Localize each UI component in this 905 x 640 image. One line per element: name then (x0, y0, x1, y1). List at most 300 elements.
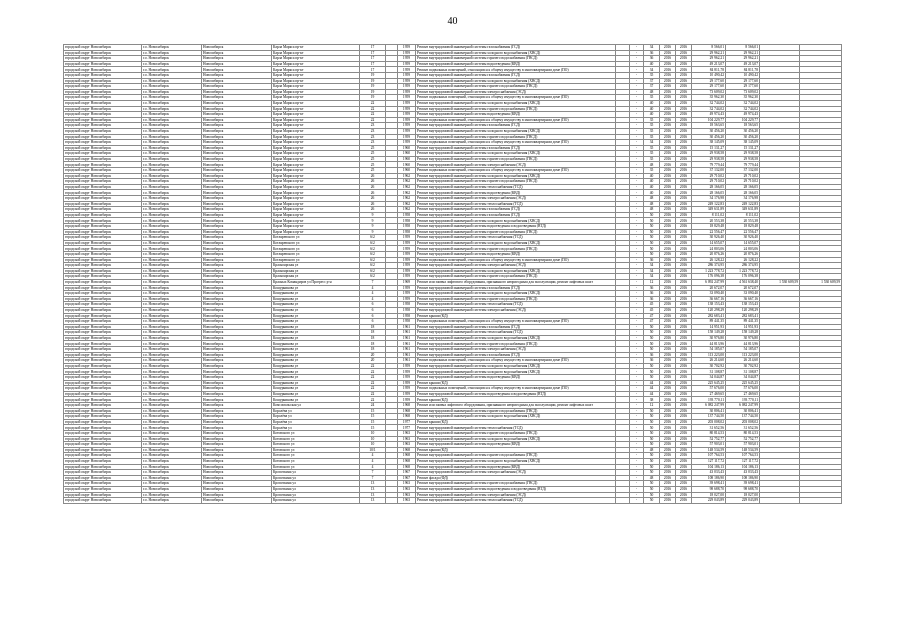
built-year-cell: 1969 (398, 279, 416, 285)
total-cost-cell: 104 229,77 (692, 117, 726, 123)
house-number-cell: 6 (360, 313, 386, 319)
dash-cell: - (630, 251, 644, 257)
district-cell: г.о. Новосибирск (142, 492, 202, 498)
fund-cost-cell: 49 974,43 (726, 112, 760, 118)
municipality-cell: городской округ Новосибирск (64, 67, 142, 73)
end-year-cell: 2016 (676, 140, 692, 146)
dash-cell: - (630, 369, 644, 375)
dash-cell: - (630, 184, 644, 190)
share-cell: 50 (644, 341, 660, 347)
share-cell: 34 (644, 268, 660, 274)
district-cell: г.о. Новосибирск (142, 335, 202, 341)
built-year-cell: 1959 (398, 240, 416, 246)
dash-cell: - (630, 307, 644, 313)
built-year-cell: 1959 (398, 369, 416, 375)
municipality-cell: городской округ Новосибирск (64, 442, 142, 448)
total-cost-cell: 30 702,92 (692, 363, 726, 369)
share-cell: 50 (644, 498, 660, 504)
share-cell: 36 (644, 50, 660, 56)
end-year-cell: 2016 (676, 486, 692, 492)
total-cost-cell: 29 962,21 (692, 50, 726, 56)
end-year-cell: 2016 (676, 184, 692, 190)
fund-cost-cell: 286 374,95 (726, 263, 760, 269)
house-number-cell: 6 (360, 319, 386, 325)
locality-cell: Новосибирск (202, 235, 272, 241)
end-year-cell: 2016 (676, 117, 692, 123)
built-year-cell: 1959 (398, 296, 416, 302)
fund-cost-cell: 27 469,65 (726, 391, 760, 397)
fund-cost-cell: 29 710,02 (726, 173, 760, 179)
district-cell: г.о. Новосибирск (142, 168, 202, 174)
house-number-cell: 26 (360, 190, 386, 196)
district-cell: г.о. Новосибирск (142, 498, 202, 504)
fund-cost-cell: 14 655,07 (726, 240, 760, 246)
start-year-cell: 2016 (660, 56, 676, 62)
street-cell: Котовского ул (272, 464, 360, 470)
built-year-cell: 1977 (398, 419, 416, 425)
work-type-cell: Ремонт внутридомовой инженерной системы водоотведения (КВД) (416, 112, 616, 118)
municipality-cell: городской округ Новосибирск (64, 128, 142, 134)
municipality-cell: городской округ Новосибирск (64, 140, 142, 146)
dash-cell: - (630, 50, 644, 56)
work-type-cell: Ремонт внутридомовой инженерной системы горячего водоснабжения (ГВСД) (416, 408, 616, 414)
dash-cell: - (630, 229, 644, 235)
end-year-cell: 2016 (676, 95, 692, 101)
work-type-cell: Ремонт внутридомовой инженерной системы электроснабжения (ЭСД) (416, 492, 616, 498)
total-cost-cell: 18 027,00 (692, 492, 726, 498)
fund-cost-cell: 37 132,00 (726, 168, 760, 174)
district-cell: г.о. Новосибирск (142, 285, 202, 291)
fund-cost-cell: 29 177,60 (726, 78, 760, 84)
district-cell: г.о. Новосибирск (142, 201, 202, 207)
total-cost-cell: 225 645,25 (692, 380, 726, 386)
share-cell: 50 (644, 419, 660, 425)
start-year-cell: 2016 (660, 425, 676, 431)
share-cell: 34 (644, 45, 660, 51)
work-type-cell: Ремонт внутридомовой инженерной системы горячего водоснабжения (ГВСД) (416, 134, 616, 140)
total-cost-cell: 282 683,41 (692, 313, 726, 319)
fund-cost-cell: 104 186,13 (726, 464, 760, 470)
locality-cell: Новосибирск (202, 397, 272, 403)
total-cost-cell: 34 176,98 (692, 196, 726, 202)
dash-cell: - (630, 430, 644, 436)
share-cell: 50 (644, 251, 660, 257)
start-year-cell: 2016 (660, 430, 676, 436)
end-year-cell: 2016 (676, 78, 692, 84)
work-type-cell: Ремонт крыши (КД) (416, 419, 616, 425)
district-cell: г.о. Новосибирск (142, 363, 202, 369)
dash-cell: - (630, 212, 644, 218)
work-type-cell: Ремонт внутридомовой инженерной системы холодного водоснабжения (ХВСД) (416, 335, 616, 341)
municipality-cell: городской округ Новосибирск (64, 425, 142, 431)
locality-cell: Новосибирск (202, 201, 272, 207)
end-year-cell: 2016 (676, 352, 692, 358)
dash-cell: - (630, 173, 644, 179)
district-cell: г.о. Новосибирск (142, 84, 202, 90)
house-number-cell: 26 (360, 207, 386, 213)
street-cell: Королёва ул (272, 414, 360, 420)
total-cost-cell: 34 044,87 (692, 375, 726, 381)
district-cell: г.о. Новосибирск (142, 179, 202, 185)
built-year-cell: 1977 (398, 425, 416, 431)
house-number-cell: 22 (360, 117, 386, 123)
start-year-cell: 2016 (660, 151, 676, 157)
share-cell: 36 (644, 291, 660, 297)
total-cost-cell: 29 177,60 (692, 78, 726, 84)
district-cell: г.о. Новосибирск (142, 207, 202, 213)
locality-cell: Новосибирск (202, 45, 272, 51)
work-type-cell: Ремонт подвальных помещений, относящихся к общему имуществу в многоквартирном доме (ПО) (416, 257, 616, 263)
built-year-cell: 1958 (398, 229, 416, 235)
share-cell: 50 (644, 240, 660, 246)
work-type-cell: Ремонт внутридомовой инженерной системы теплоснабжения (ТСД) (416, 498, 616, 504)
dash-cell: - (630, 100, 644, 106)
built-year-cell: 1959 (398, 67, 416, 73)
street-cell: Карла Маркса пр-кт (272, 140, 360, 146)
end-year-cell: 2016 (676, 419, 692, 425)
work-type-cell: Ремонт внутридомовой инженерной системы водоотведения (КВД) (416, 61, 616, 67)
end-year-cell: 2016 (676, 151, 692, 157)
total-cost-cell: 8 566,01 (692, 45, 726, 51)
built-year-cell: 1962 (398, 184, 416, 190)
total-cost-cell: 98 688,70 (692, 486, 726, 492)
dash-cell: - (630, 352, 644, 358)
dash-cell: - (630, 218, 644, 224)
district-cell: г.о. Новосибирск (142, 78, 202, 84)
total-cost-cell: 49 974,43 (692, 112, 726, 118)
street-cell: Королёва ул (272, 425, 360, 431)
dash-cell: - (630, 358, 644, 364)
total-cost-cell: 79 779,44 (692, 162, 726, 168)
work-type-cell: Ремонт внутридомовой инженерной системы холодного водоснабжения (ХВСД) (416, 240, 616, 246)
work-type-cell: Ремонт внутридомовой инженерной системы электроснабжения (ЭСД) (416, 470, 616, 476)
fund-cost-cell: 29 962,21 (726, 56, 760, 62)
built-year-cell: 1960 (398, 168, 416, 174)
house-number-cell: 22 (360, 369, 386, 375)
district-cell: г.о. Новосибирск (142, 45, 202, 51)
locality-cell: Новосибирск (202, 173, 272, 179)
total-cost-cell: 14 951,93 (692, 324, 726, 330)
district-cell: г.о. Новосибирск (142, 330, 202, 336)
dash-cell: - (630, 475, 644, 481)
house-number-cell: 10 (360, 430, 386, 436)
fund-cost-cell: 10 490,42 (726, 72, 760, 78)
built-year-cell: 1959 (398, 112, 416, 118)
end-year-cell: 2016 (676, 56, 692, 62)
municipality-cell: городской округ Новосибирск (64, 391, 142, 397)
end-year-cell: 2016 (676, 453, 692, 459)
total-cost-cell: 24 803,06 (692, 246, 726, 252)
built-year-cell: 1959 (398, 246, 416, 252)
house-number-cell: 25 (360, 145, 386, 151)
street-cell: Кошурникова ул (272, 330, 360, 336)
municipality-cell: городской округ Новосибирск (64, 162, 142, 168)
built-year-cell: 1959 (398, 95, 416, 101)
locality-cell: Новосибирск (202, 313, 272, 319)
house-number-cell: 20 (360, 358, 386, 364)
end-year-cell: 2016 (676, 358, 692, 364)
house-number-cell: 26 (360, 196, 386, 202)
municipality-cell: городской округ Новосибирск (64, 313, 142, 319)
municipality-cell: городской округ Новосибирск (64, 352, 142, 358)
start-year-cell: 2016 (660, 319, 676, 325)
district-cell: г.о. Новосибирск (142, 291, 202, 297)
fund-cost-cell: 29 938,58 (726, 151, 760, 157)
house-number-cell: 20 (360, 352, 386, 358)
capital-repair-table (63, 44, 842, 504)
fund-cost-cell: 15 131,27 (726, 145, 760, 151)
house-number-cell: 19 (360, 78, 386, 84)
start-year-cell: 2016 (660, 140, 676, 146)
house-number-cell: 18 (360, 330, 386, 336)
total-cost-cell: 28 166,05 (692, 190, 726, 196)
share-cell: 50 (644, 453, 660, 459)
start-year-cell: 2016 (660, 380, 676, 386)
locality-cell: Новосибирск (202, 112, 272, 118)
district-cell: г.о. Новосибирск (142, 100, 202, 106)
end-year-cell: 2016 (676, 291, 692, 297)
dash-cell: - (630, 319, 644, 325)
dash-cell: - (630, 486, 644, 492)
street-cell: Кропоткина ул (272, 481, 360, 487)
street-cell: Котовского ул (272, 453, 360, 459)
municipality-cell: городской округ Новосибирск (64, 251, 142, 257)
work-type-cell: Ремонт внутридомовой инженерной системы холодного водоснабжения (ХВСД) (416, 218, 616, 224)
locality-cell: Новосибирск (202, 347, 272, 353)
total-cost-cell: 176 096,38 (692, 274, 726, 280)
district-cell: г.о. Новосибирск (142, 375, 202, 381)
built-year-cell: 1968 (398, 458, 416, 464)
share-cell: 50 (644, 442, 660, 448)
share-cell: 50 (644, 229, 660, 235)
municipality-cell: городской округ Новосибирск (64, 263, 142, 269)
work-type-cell: Ремонт подвальных помещений, относящихся к общему имуществу в многоквартирном доме (ПО) (416, 319, 616, 325)
share-cell: 50 (644, 330, 660, 336)
street-cell: Кошурникова ул (272, 291, 360, 297)
start-year-cell: 2016 (660, 100, 676, 106)
built-year-cell: 1962 (398, 173, 416, 179)
total-cost-cell: 138 153,43 (692, 302, 726, 308)
locality-cell: Новосибирск (202, 419, 272, 425)
street-cell: Кошурникова ул (272, 335, 360, 341)
house-number-cell: 10/1 (360, 447, 386, 453)
street-cell: Карла Маркса пр-кт (272, 179, 360, 185)
total-cost-cell: 29 177,60 (692, 84, 726, 90)
district-cell: г.о. Новосибирск (142, 173, 202, 179)
start-year-cell: 2016 (660, 134, 676, 140)
end-year-cell: 2016 (676, 201, 692, 207)
work-type-cell: Ремонт внутридомовой инженерной системы холодного водоснабжения (ХВСД) (416, 151, 616, 157)
street-cell: Карла Маркса пр-кт (272, 106, 360, 112)
share-cell: 50 (644, 486, 660, 492)
share-cell: 34 (644, 67, 660, 73)
locality-cell: Новосибирск (202, 134, 272, 140)
locality-cell: Новосибирск (202, 274, 272, 280)
district-cell: г.о. Новосибирск (142, 112, 202, 118)
total-cost-cell: 158 149,28 (692, 330, 726, 336)
built-year-cell: 1959 (398, 140, 416, 146)
house-number-cell: 19 (360, 84, 386, 90)
street-cell: Кошурникова ул (272, 375, 360, 381)
work-type-cell: Ремонт внутридомовой инженерной системы газоснабжения (ГСД) (416, 72, 616, 78)
dash-cell: - (630, 179, 644, 185)
district-cell: г.о. Новосибирск (142, 324, 202, 330)
end-year-cell: 2016 (676, 324, 692, 330)
house-number-cell: 17 (360, 45, 386, 51)
total-cost-cell: 29 938,58 (692, 151, 726, 157)
street-cell: Кошурникова ул (272, 352, 360, 358)
fund-cost-cell: 57 903,01 (726, 442, 760, 448)
start-year-cell: 2016 (660, 72, 676, 78)
end-year-cell: 2016 (676, 397, 692, 403)
start-year-cell: 2016 (660, 263, 676, 269)
total-cost-cell: 6 092 247,99 (692, 279, 726, 285)
start-year-cell: 2016 (660, 453, 676, 459)
fund-cost-cell: 33 090,40 (726, 291, 760, 297)
district-cell: г.о. Новосибирск (142, 251, 202, 257)
share-cell: 50 (644, 408, 660, 414)
fund-cost-cell: 31 652,56 (726, 425, 760, 431)
locality-cell: Новосибирск (202, 442, 272, 448)
municipality-cell: городской округ Новосибирск (64, 224, 142, 230)
end-year-cell: 2016 (676, 240, 692, 246)
locality-cell: Новосибирск (202, 453, 272, 459)
district-cell: г.о. Новосибирск (142, 240, 202, 246)
total-cost-cell: 127 117,72 (692, 458, 726, 464)
street-cell: Кропоткина ул (272, 486, 360, 492)
municipality-cell: городской округ Новосибирск (64, 112, 142, 118)
total-cost-cell: 73 609,02 (692, 89, 726, 95)
street-cell: Карла Маркса пр-кт (272, 117, 360, 123)
municipality-cell: городской округ Новосибирск (64, 89, 142, 95)
house-number-cell: 18 (360, 341, 386, 347)
street-cell: Кошурникова ул (272, 313, 360, 319)
district-cell: г.о. Новосибирск (142, 475, 202, 481)
dash-cell: - (630, 458, 644, 464)
street-cell: Красных Командиров ул Прогресс р-н (272, 279, 360, 285)
built-year-cell: 1959 (398, 291, 416, 297)
total-cost-cell: 104 186,13 (692, 464, 726, 470)
end-year-cell: 2016 (676, 475, 692, 481)
total-cost-cell: 8 111,02 (692, 212, 726, 218)
start-year-cell: 2016 (660, 481, 676, 487)
dash-cell: - (630, 84, 644, 90)
built-year-cell: 1959 (398, 106, 416, 112)
built-year-cell: 1963 (398, 486, 416, 492)
house-number-cell: 6/2 (360, 240, 386, 246)
locality-cell: Новосибирск (202, 151, 272, 157)
built-year-cell: 1959 (398, 123, 416, 129)
district-cell: г.о. Новосибирск (142, 481, 202, 487)
work-type-cell: Ремонт внутридомовой инженерной системы холодного водоснабжения (ХВСД) (416, 458, 616, 464)
end-year-cell: 2016 (676, 212, 692, 218)
district-cell: г.о. Новосибирск (142, 486, 202, 492)
municipality-cell: городской округ Новосибирск (64, 229, 142, 235)
street-cell: Карла Маркса пр-кт (272, 168, 360, 174)
district-cell: г.о. Новосибирск (142, 442, 202, 448)
fund-cost-cell: 18 027,00 (726, 492, 760, 498)
share-cell: 12 (644, 403, 660, 409)
fund-cost-cell: 8 111,02 (726, 212, 760, 218)
locality-cell: Новосибирск (202, 430, 272, 436)
fund-cost-cell: 107 764,53 (726, 453, 760, 459)
end-year-cell: 2016 (676, 458, 692, 464)
dash-cell: - (630, 56, 644, 62)
fund-cost-cell: 44 813,96 (726, 341, 760, 347)
dash-cell: - (630, 162, 644, 168)
total-cost-cell: 30 456,20 (692, 134, 726, 140)
start-year-cell: 2016 (660, 156, 676, 162)
dash-cell: - (630, 408, 644, 414)
dash-cell: - (630, 190, 644, 196)
end-year-cell: 2016 (676, 341, 692, 347)
locality-cell: Новосибирск (202, 128, 272, 134)
municipality-cell: городской округ Новосибирск (64, 134, 142, 140)
built-year-cell: 1958 (398, 224, 416, 230)
end-year-cell: 2016 (676, 229, 692, 235)
start-year-cell: 2016 (660, 207, 676, 213)
built-year-cell: 1959 (398, 72, 416, 78)
district-cell: г.о. Новосибирск (142, 425, 202, 431)
house-number-cell: 13 (360, 481, 386, 487)
fund-cost-cell: 34 044,87 (726, 375, 760, 381)
start-year-cell: 2016 (660, 112, 676, 118)
end-year-cell: 2016 (676, 470, 692, 476)
street-cell: Кошурникова ул (272, 285, 360, 291)
district-cell: г.о. Новосибирск (142, 156, 202, 162)
dash-cell: - (630, 123, 644, 129)
dash-cell: - (630, 419, 644, 425)
total-cost-cell: 32 744,02 (692, 106, 726, 112)
fund-cost-cell: 1 223 778,72 (726, 268, 760, 274)
locality-cell: Новосибирск (202, 386, 272, 392)
start-year-cell: 2016 (660, 470, 676, 476)
end-year-cell: 2016 (676, 190, 692, 196)
work-type-cell: Ремонт внутридомовой инженерной системы электроснабжения (ЭСД) (416, 347, 616, 353)
work-type-cell: Ремонт внутридомовой инженерной системы теплоснабжения (ТСД) (416, 425, 616, 431)
start-year-cell: 2016 (660, 335, 676, 341)
house-number-cell: 22 (360, 106, 386, 112)
house-number-cell: 9 (360, 212, 386, 218)
fund-cost-cell: 30 456,20 (726, 134, 760, 140)
house-number-cell: 17 (360, 56, 386, 62)
locality-cell: Новосибирск (202, 475, 272, 481)
fund-cost-cell: 31 108,87 (726, 369, 760, 375)
street-cell: Карла Маркса пр-кт (272, 207, 360, 213)
fund-cost-cell: 43 033,43 (726, 470, 760, 476)
work-type-cell: Ремонт подвальных помещений, относящихся к общему имуществу в многоквартирном доме (ПО) (416, 140, 616, 146)
built-year-cell: 1959 (398, 391, 416, 397)
locality-cell: Новосибирск (202, 61, 272, 67)
share-cell: 50 (644, 464, 660, 470)
share-cell: 50 (644, 458, 660, 464)
total-cost-cell: 30 806,41 (692, 408, 726, 414)
municipality-cell: городской округ Новосибирск (64, 486, 142, 492)
house-number-cell: 4 (360, 453, 386, 459)
house-number-cell: 6 (360, 302, 386, 308)
built-year-cell: 1961 (398, 352, 416, 358)
fund-cost-cell: 32 744,02 (726, 100, 760, 106)
dash-cell: - (630, 375, 644, 381)
fund-cost-cell: 108 186,90 (726, 475, 760, 481)
built-year-cell: 1967 (398, 475, 416, 481)
start-year-cell: 2016 (660, 184, 676, 190)
end-year-cell: 2016 (676, 492, 692, 498)
street-cell: Красноярская ул (272, 274, 360, 280)
end-year-cell: 2016 (676, 279, 692, 285)
district-cell: г.о. Новосибирск (142, 268, 202, 274)
house-number-cell: 25 (360, 156, 386, 162)
